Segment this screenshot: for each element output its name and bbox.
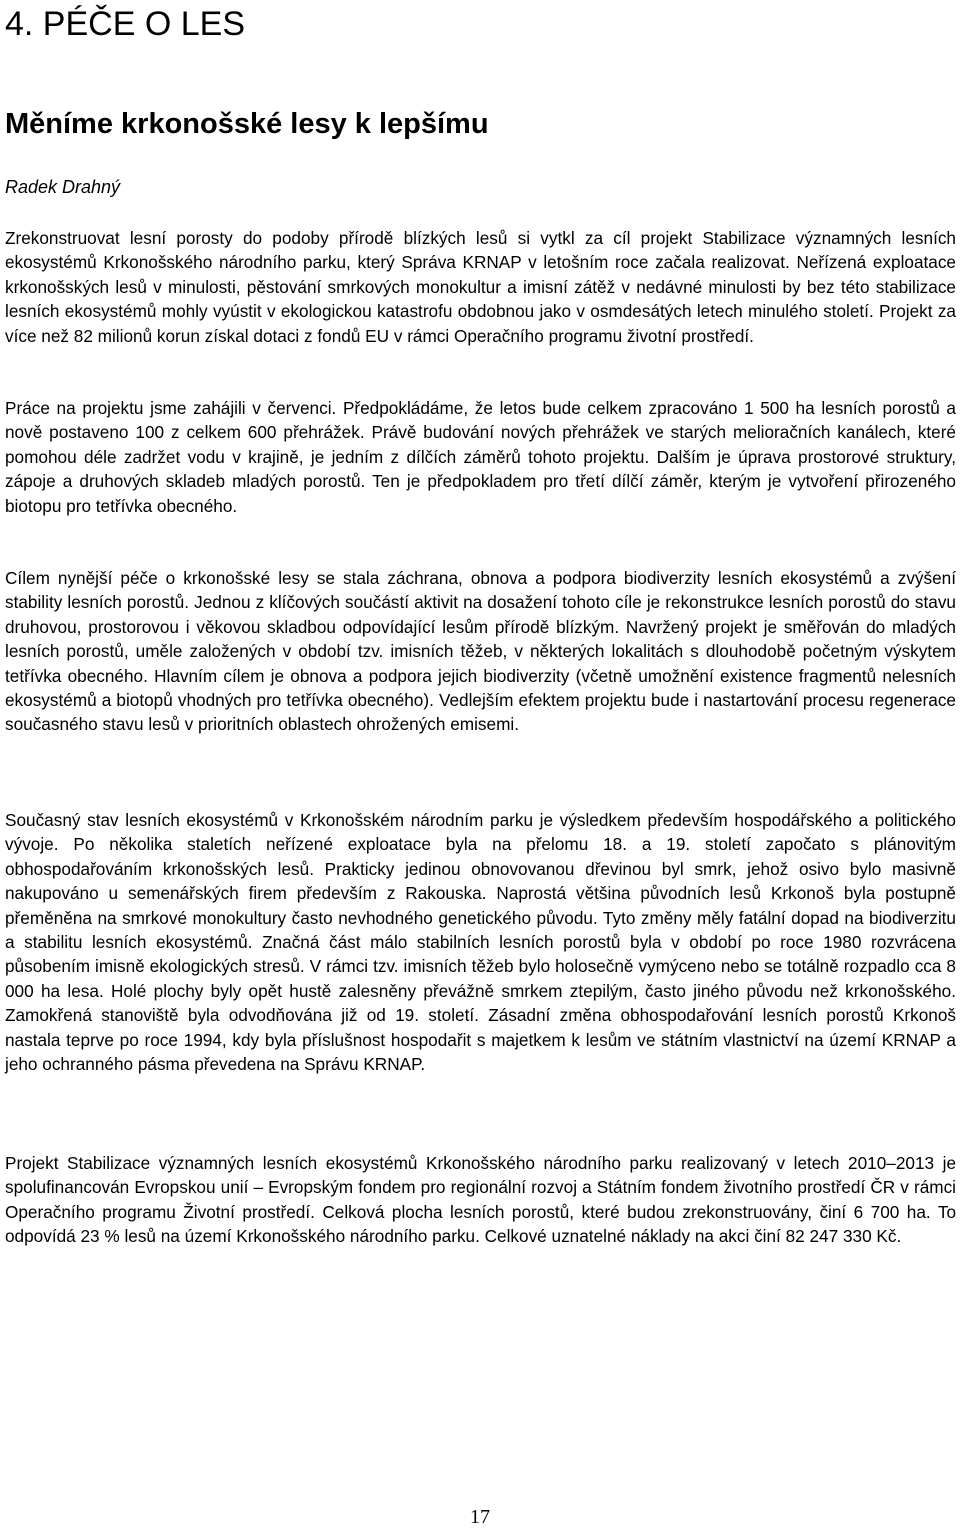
paragraph-2: Práce na projektu jsme zahájili v červenci. Předpokládáme, že letos bude celkem zpracováno 1 500 ha lesních porostů a nově postaveno 100 z celkem 600 přehrážek. Právě budování nových přehrážek ve starých melioračních kanálech, které pomohou déle zadržet vodu v krajině, je jedním z dílčích záměrů tohoto projektu. Dalším je úprava prostorové struktury, zápoje a druhových skladeb mladých porostů. Ten je předpokladem pro třetí dílčí záměr, kterým je vytvoření přirozeného biotopu pro tetřívka obecného. — [5, 398, 956, 516]
page-number: 17 — [470, 1506, 490, 1528]
paragraph-4: Současný stav lesních ekosystémů v Krkonošském národním parku je výsledkem především hospodářského a politického vývoje. Po několika staletích neřízené exploatace byla na přelomu 18. a 19. století započato s plánovitým obhospodařováním krkonošských lesů. Prakticky jedinou obnovovanou dřevinou byl smrk, jehož osivo bylo masivně nakupováno u semenářských firem především z Rakouska. Naprostá většina původních lesů Krkonoš byla postupně přeměněna na smrkové monokultury často nevhodného genetického původu. Tyto změny měly fatální dopad na biodiverzitu a stabilitu lesních ekosystémů. Značná část málo stabilních lesních porostů byla v období po roce 1980 rozvrácena působením imisně ekologických stresů. V rámci tzv. imisních těžeb bylo holosečně vymýceno nebo se totálně rozpadlo cca 8 000 ha lesa. Holé plochy byly opět hustě zalesněny převážně smrkem ztepilým, často jiného původu než krkonošského. Zamokřená stanoviště byla odvodňována již od 19. století. Zásadní změna obhospodařování lesních porostů Krkonoš nastala teprve po roce 1994, kdy byla příslušnost hospodařit s majetkem k lesům ve státním vlastnictví na území KRNAP a jeho ochranného pásma převedena na Správu KRNAP. — [5, 810, 956, 1075]
paragraph-1: Zrekonstruovat lesní porosty do podoby přírodě blízkých lesů si vytkl za cíl projekt Stabilizace významných lesních ekosystémů Krkonošského národního parku, který Správa KRNAP v letošním roce začala realizovat. Neřízená exploatace krkonošských lesů v minulosti, pěstování smrkových monokultur a imisní zátěž v nedávné minulosti by bez této stabilizace lesních ekosystémů mohly vyústit v ekologickou katastrofu obdobnou jako v osmdesátých letech minulého století. Projekt za více než 82 milionů korun získal dotaci z fondů EU v rámci Operačního programu životní prostředí. — [5, 228, 956, 346]
chapter-heading: 4. PÉČE O LES — [5, 5, 245, 43]
paragraph-3: Cílem nynější péče o krkonošské lesy se stala záchrana, obnova a podpora biodiverzity lesních ekosystémů a zvýšení stability lesních porostů. Jednou z klíčových součástí aktivit na dosažení tohoto cíle je rekonstrukce lesních porostů do stavu druhovou, prostorovou i věkovou skladbou odpovídající lesům přírodě blízkým. Navržený projekt je směřován do mladých lesních porostů, uměle založených v období tzv. imisních těžeb, v některých lokalitách s dlouhodobě početným výskytem tetřívka obecného. Hlavním cílem je obnova a podpora jejich biodiverzity (včetně umožnění existence fragmentů nelesních ekosystémů a biotopů vhodných pro tetřívka obecného). Vedlejším efektem projektu bude i nastartování procesu regenerace současného stavu lesů v prioritních oblastech ohrožených emisemi. — [5, 568, 956, 735]
paragraph-5: Projekt Stabilizace významných lesních ekosystémů Krkonošského národního parku realizovaný v letech 2010–2013 je spolufinancován Evropskou unií – Evropským fondem pro regionální rozvoj a Státním fondem životního prostředí ČR v rámci Operačního programu Životní prostředí. Celková plocha lesních porostů, které budou zrekonstruovány, činí 6 700 ha. To odpovídá 23 % lesů na území Krkonošského národního parku. Celkové uznatelné náklady na akci činí 82 247 330 Kč. — [5, 1153, 956, 1247]
article-author: Radek Drahný — [5, 177, 121, 197]
article-title: Měníme krkonošské lesy k lepšímu — [5, 108, 489, 140]
